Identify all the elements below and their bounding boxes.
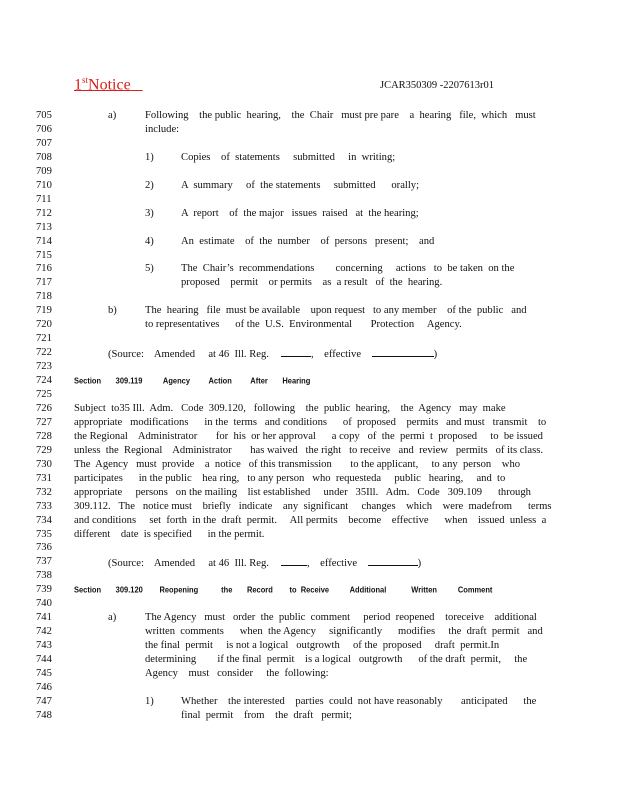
line-text: written comments when the Agency significantly modifies the draft permit and: [145, 626, 543, 638]
document-id: JCAR350309 -2207613r01: [380, 80, 495, 91]
list-marker: 1): [145, 695, 154, 707]
line-text: The Chair’s recommendations concerning actions to be taken on the: [181, 263, 515, 275]
line-number: 723: [36, 361, 52, 373]
line-text: Subject to35 Ill. Adm. Code 309.120, following the public hearing, the Agency may make: [74, 402, 506, 414]
line-number: 742: [36, 626, 52, 638]
document-line: [0, 529, 618, 541]
document-line: [0, 222, 618, 234]
line-number: 721: [36, 333, 52, 345]
line-text: to representatives of the U.S. Environmental Protection Agency.: [145, 319, 462, 331]
document-line: [0, 668, 618, 680]
line-number: 738: [36, 570, 52, 582]
document-line: [0, 710, 618, 722]
line-number: 709: [36, 165, 52, 177]
document-line: [0, 250, 618, 262]
document-line: [0, 389, 618, 401]
document-line: [0, 515, 618, 527]
list-marker: 3): [145, 207, 154, 219]
line-number: 743: [36, 640, 52, 652]
line-text: A summary of the statements submitted orally;: [181, 179, 420, 191]
document-line: [0, 640, 618, 652]
source-effective: , effective: [310, 349, 372, 361]
document-line: [0, 333, 618, 345]
line-number: 744: [36, 654, 52, 666]
document-line: [0, 542, 618, 554]
document-line: [0, 124, 618, 136]
line-number: 725: [36, 389, 52, 400]
line-number: 733: [36, 500, 52, 512]
document-line: [0, 612, 618, 624]
document-line: [0, 375, 618, 387]
line-number: 708: [36, 151, 52, 163]
line-number: 720: [36, 319, 52, 331]
list-marker: a): [108, 612, 117, 624]
document-line: [0, 473, 618, 485]
line-number: 731: [36, 472, 52, 484]
document-line: [0, 110, 618, 122]
line-number: 727: [36, 416, 52, 428]
document-line: [0, 263, 618, 275]
blank-field: [281, 347, 311, 357]
line-number: 716: [36, 263, 52, 275]
line-number: 737: [36, 556, 52, 568]
document-line: [0, 417, 618, 429]
document-line: [0, 556, 618, 568]
document-line: [0, 501, 618, 513]
list-marker: 4): [145, 235, 154, 247]
line-text: the Regional Administrator for his or her approval a copy of the permi t proposed to be issued: [74, 430, 543, 442]
document-line: [0, 208, 618, 220]
line-text: final permit from the draft permit;: [181, 709, 352, 721]
source-effective: , effective: [306, 558, 368, 570]
line-number: 729: [36, 444, 52, 456]
line-number: 712: [36, 207, 52, 219]
source-close: ): [417, 558, 422, 570]
document-line: [0, 291, 618, 303]
document-line: [0, 180, 618, 192]
document-line: [0, 459, 618, 471]
line-text: Following the public hearing, the Chair must pre pare a hearing file, which must: [145, 110, 536, 121]
line-number: 715: [36, 249, 52, 261]
line-text: participates in the public hea ring, to any person who requesteda public hearing, and to: [74, 472, 506, 484]
line-text: appropriate persons on the mailing list established under 35Ill. Adm. Code 309.109 through: [74, 486, 531, 498]
notice-header: [74, 75, 143, 94]
blank-field: [372, 347, 434, 357]
blank-field: [281, 556, 307, 566]
document-line: [0, 152, 618, 164]
blank-field: [368, 556, 418, 566]
line-number: 719: [36, 305, 52, 317]
line-number: 718: [36, 291, 52, 303]
source-close: ): [433, 349, 438, 361]
line-number: 706: [36, 123, 52, 135]
line-number: 713: [36, 221, 52, 233]
line-number: 726: [36, 402, 52, 414]
line-number: 734: [36, 514, 52, 526]
document-line: [0, 236, 618, 248]
line-number: 728: [36, 430, 52, 442]
line-number: 714: [36, 235, 52, 247]
line-number: 736: [36, 542, 52, 554]
line-text: Whether the interested parties could not have reasonably anticipated the: [181, 695, 537, 707]
document-line: [0, 319, 618, 331]
document-line: [0, 654, 618, 666]
line-number: 745: [36, 668, 52, 679]
document-line: [0, 570, 618, 582]
line-text: determining if the final permit is a logical outgrowth of the draft permit, the: [145, 654, 528, 666]
line-text: (Source: Amended at 46 Ill. Reg. , effective ): [108, 349, 438, 361]
document-line: [0, 277, 618, 289]
document-line: [0, 445, 618, 457]
line-number: 730: [36, 458, 52, 470]
document-line: [0, 347, 618, 359]
line-number: 747: [36, 695, 52, 707]
document-line: [0, 598, 618, 610]
document-line: [0, 361, 618, 373]
line-number: 722: [36, 347, 52, 359]
document-line: [0, 626, 618, 638]
line-text: (Source: Amended at 46 Ill. Reg. , effective ): [108, 558, 422, 570]
line-number: 705: [36, 110, 52, 121]
list-marker: 2): [145, 179, 154, 191]
line-text: The Agency must provide a notice of this transmission to the applicant, to any person who: [74, 458, 521, 470]
line-text: proposed permit or permits as a result of the hearing.: [181, 277, 443, 289]
line-number: 748: [36, 709, 52, 721]
line-text: include:: [145, 123, 180, 135]
line-number: 711: [36, 193, 52, 205]
notice-suffix: st: [82, 75, 89, 85]
document-line: [0, 138, 618, 150]
line-text: the final permit is not a logical outgrowth of the proposed draft permit.In: [145, 640, 500, 652]
line-number: 746: [36, 681, 52, 693]
document-line: [0, 403, 618, 415]
line-number: 710: [36, 179, 52, 191]
notice-number: 1: [74, 76, 82, 94]
line-text: 309.112. The notice must briefly indicate any significant changes which were madefrom terms: [74, 500, 552, 512]
document-line: [0, 305, 618, 317]
line-number: 740: [36, 598, 52, 610]
notice-word: Notice: [88, 76, 131, 94]
line-text: and conditions set forth in the draft permit. All permits become effective when issued unless a: [74, 514, 547, 526]
line-number: 735: [36, 528, 52, 540]
line-text: appropriate modifications in the terms and conditions of proposed permits and must transmit to: [74, 416, 547, 428]
section-heading: Section 309.119 Agency Action After Hearing: [74, 375, 311, 386]
list-marker: 5): [145, 263, 154, 275]
line-text: Agency must consider the following:: [145, 668, 329, 679]
section-heading: Section 309.120 Reopening the Record to Receive Additional Written Comment: [74, 584, 493, 595]
document-line: [0, 194, 618, 206]
line-number: 707: [36, 137, 52, 149]
line-text: different date is specified in the permit.: [74, 528, 265, 540]
line-text: Copies of statements submitted in writing;: [181, 151, 396, 163]
document-line: [0, 584, 618, 596]
line-number: 739: [36, 584, 52, 596]
line-text: The Agency must order the public comment period reopened toreceive additional: [145, 612, 537, 624]
document-line: [0, 682, 618, 694]
line-text: unless the Regional Administrator has waived the right to receive and review permits of its class.: [74, 444, 543, 456]
line-number: 741: [36, 612, 52, 624]
line-number: 717: [36, 277, 52, 289]
line-number: 724: [36, 375, 52, 387]
list-marker: 1): [145, 151, 154, 163]
list-marker: b): [108, 305, 117, 317]
document-line: [0, 431, 618, 443]
line-text: An estimate of the number of persons present; and: [181, 235, 435, 247]
document-line: [0, 166, 618, 178]
line-number: 732: [36, 486, 52, 498]
list-marker: a): [108, 110, 117, 121]
line-text: A report of the major issues raised at the hearing;: [181, 207, 419, 219]
document-line: [0, 696, 618, 708]
document-line: [0, 487, 618, 499]
line-text: The hearing file must be available upon request to any member of the public and: [145, 305, 527, 317]
